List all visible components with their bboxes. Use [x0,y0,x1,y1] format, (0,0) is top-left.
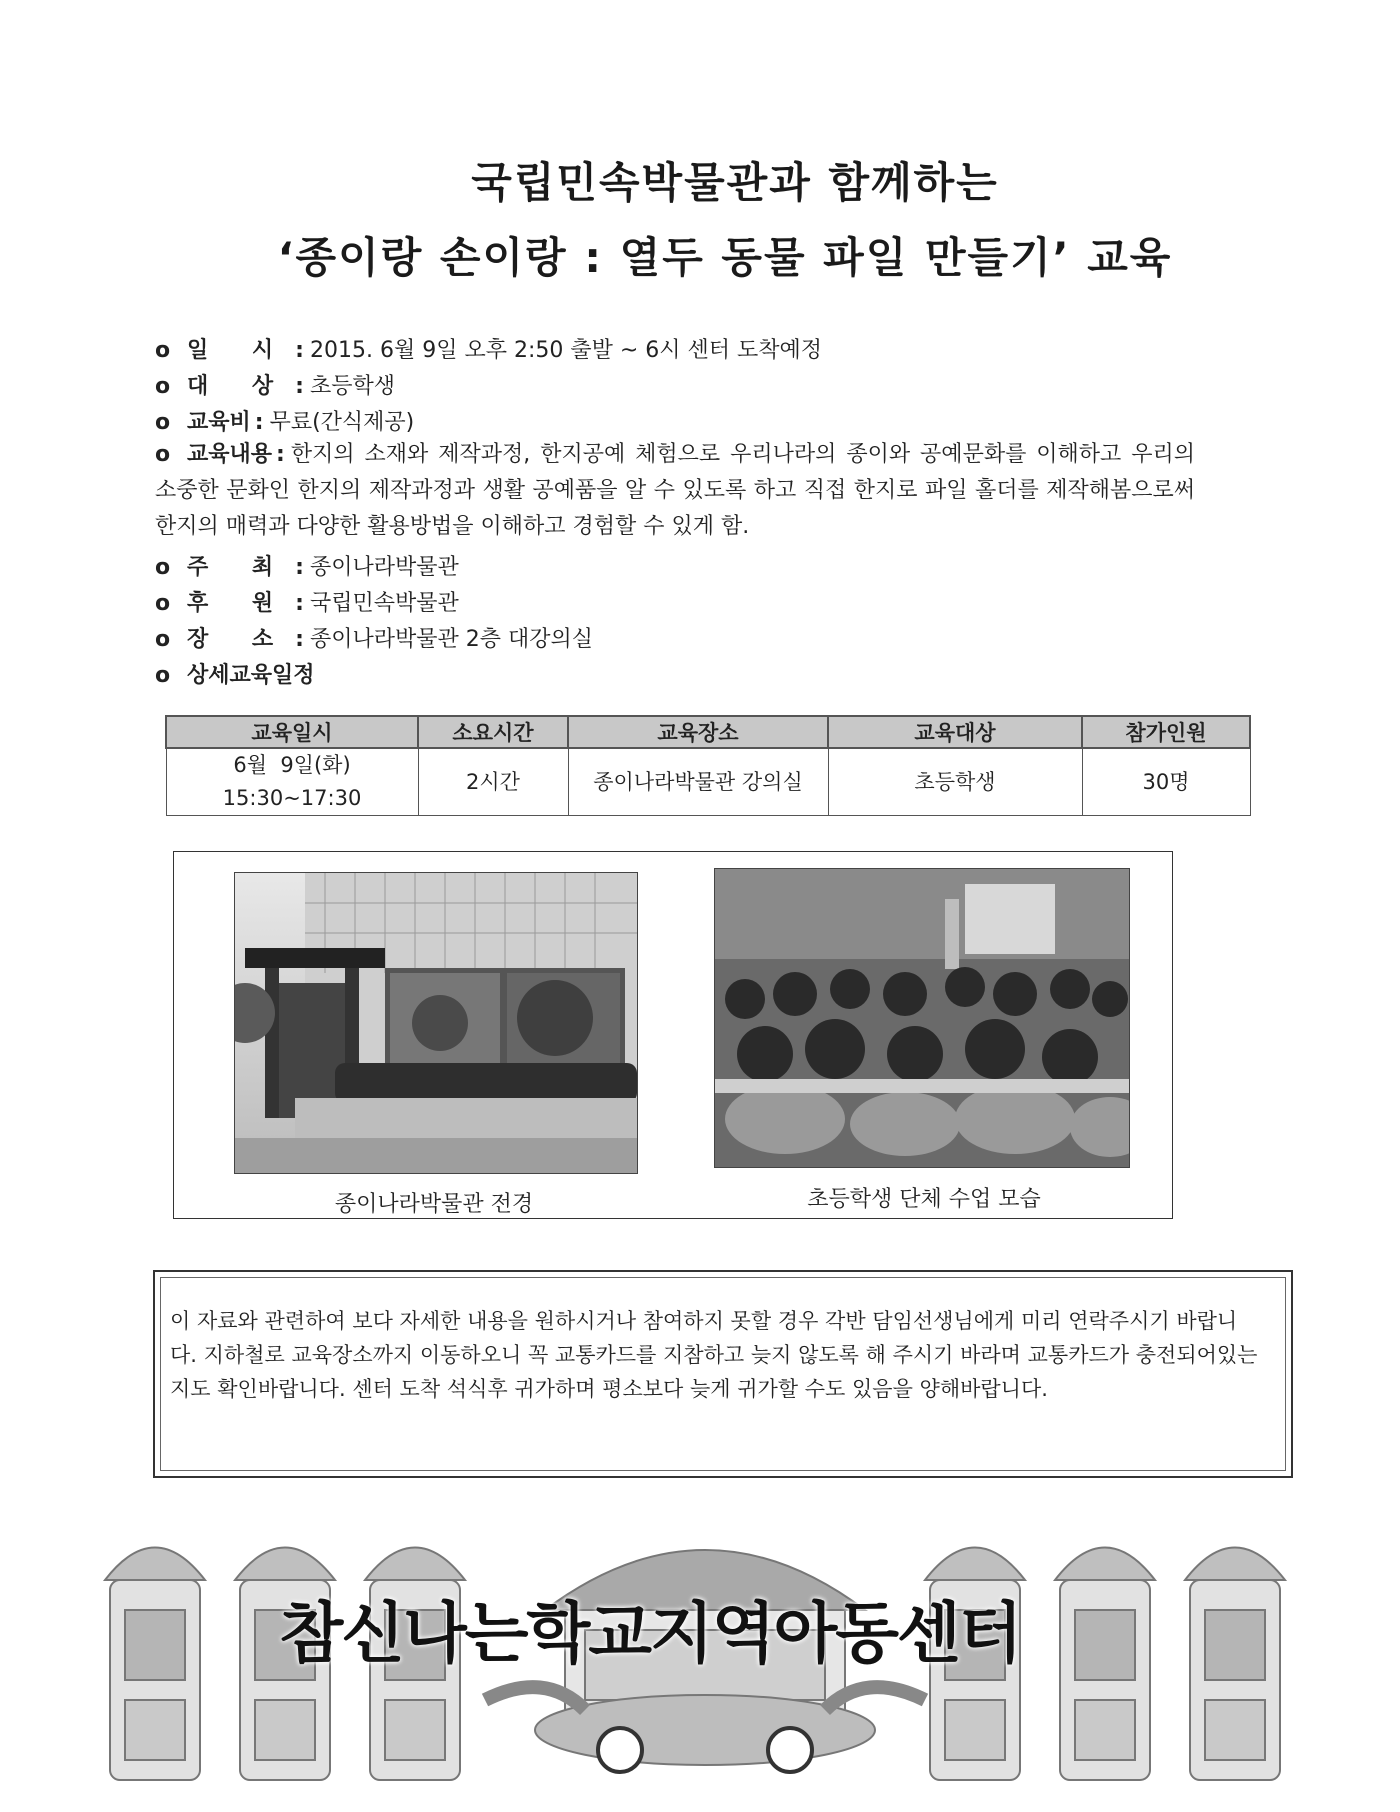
target-value: 초등학생 [309,374,395,399]
info-schedule-row [155,658,315,689]
fee-value: 무료(간식제공) [269,410,415,435]
bullet-icon: o [155,627,171,652]
notice-box [153,1270,1293,1478]
table-header: 참가인원 [1082,716,1250,748]
info-host-row: o 주 최 : 종이나라박물관 [155,550,459,581]
table-header: 교육일시 [166,716,418,748]
date-line-2: 15:30~17:30 [222,786,362,810]
notice-text: 이 자료와 관련하여 보다 자세한 내용을 원하시거나 참여하지 못할 경우 각반 담임선생님에게 미리 연락주시기 바랍니다. 지하철로 교육장소까지 이동하오니 꼭 교통카드를 지참하고 늦지 않도록 해 주시기 바라며 교통카드가 충전되어있는지도 확인바랍니다. 센터 도착 석식후 귀가하며 평소보다 늦게 귀가할 수도 있음을 양해바랍니다. [170,1309,1258,1401]
bullet-icon: o [155,338,171,363]
museum-building-photo [234,872,638,1174]
table-row [166,748,1250,816]
table-cell-duration: 2시간 [418,748,568,816]
photo-caption-right: 초등학생 단체 수업 모습 [807,1187,1041,1212]
host-label: 주 최 [187,555,292,580]
table-header: 소요시간 [418,716,568,748]
bullet-icon: o [155,591,171,616]
fee-label: 교육비 [187,410,251,435]
bullet-icon: o [155,410,171,435]
host-value: 종이나라박물관 [309,555,459,580]
info-sponsor-row: o 후 원 : 국립민속박물관 [155,586,459,617]
date-line-1: 6월 9일(화) [233,753,351,777]
info-place-row: o 장 소 : 종이나라박물관 2층 대강의실 [155,622,593,653]
bullet-icon: o [155,374,171,399]
table-header-row [166,716,1250,748]
table-header: 교육대상 [828,716,1082,748]
center-name-banner: 참신나는학교지역아동센터 [279,1595,1021,1672]
title-line-1: 국립민속박물관과 함께하는 [471,158,999,207]
table-cell-target: 초등학생 [828,748,1082,816]
info-fee-row: o 교육비 : 무료(간식제공) [155,405,414,436]
schedule-label: 상세교육일정 [187,663,315,688]
sponsor-label: 후 원 [187,591,292,616]
content-value: 한지의 소재와 제작과정, 한지공예 체험으로 우리나라의 종이와 공예문화를 이해하고 우리의 소중한 문화인 한지의 제작과정과 생활 공예품을 알 수 있도록 하고 직접 한지로 파일 홀더를 제작해봄으로써 한지의 매력과 다양한 활용방법을 이해하고 경험할 수 있게 함. [155,442,1195,539]
info-content-row: o 교육내용 : 한지의 소재와 제작과정, 한지공예 체험으로 우리나라의 종이와 공예문화를 이해하고 우리의 소중한 문화인 한지의 제작과정과 생활 공예품을 알 수 있도록 하고 직접 한지로 파일 홀더를 제작해봄으로써 한지의 매력과 다양한 활용방법을 이해하고 경험할 수 있게 함. [155,437,1195,545]
schedule-table [165,715,1251,816]
place-value: 종이나라박물관 2층 대강의실 [309,627,593,652]
place-label: 장 소 [187,627,292,652]
date-label: 일 시 [187,338,292,363]
bullet-icon: o [155,442,171,467]
title-line-2: ‘종이랑 손이랑 : 열두 동물 파일 만들기’ 교육 [277,233,1173,282]
sponsor-value: 국립민속박물관 [309,591,459,616]
table-cell-date [166,748,418,816]
bullet-icon: o [155,555,171,580]
photo-caption-left: 종이나라박물관 전경 [334,1192,534,1217]
info-target-row: o 대 상 : 초등학생 [155,369,395,400]
bullet-icon: o [155,663,171,688]
classroom-photo [714,868,1130,1168]
target-label: 대 상 [187,374,292,399]
table-cell-count: 30명 [1082,748,1250,816]
info-date-row: o 일 시 : 2015. 6월 9일 오후 2:50 출발 ~ 6시 센터 도착예정 [155,333,822,364]
photo-frame [173,851,1173,1219]
content-label: 교육내용 [187,442,273,467]
table-header: 교육장소 [568,716,828,748]
table-cell-place: 종이나라박물관 강의실 [568,748,828,816]
date-value: 2015. 6월 9일 오후 2:50 출발 ~ 6시 센터 도착예정 [309,338,823,363]
